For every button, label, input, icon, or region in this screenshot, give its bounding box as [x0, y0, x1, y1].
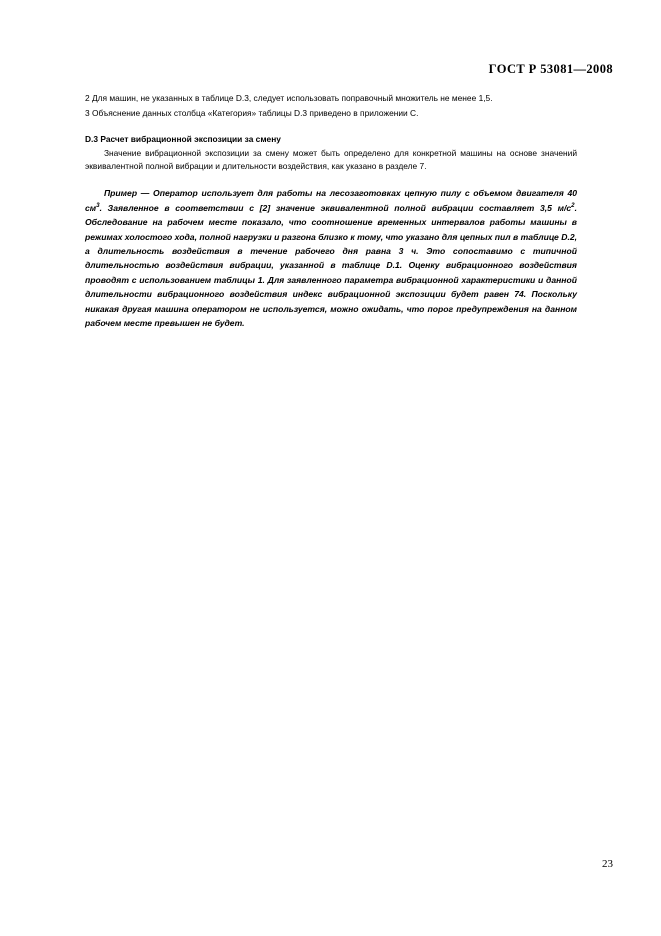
example-text-1: Оператор использует для работы на лесозаготовках цепную пилу с объемом двигателя 40 см — [85, 188, 578, 213]
note-item: 2 Для машин, не указанных в таблице D.3, следует использовать поправочный множитель не менее 1,5. — [85, 93, 493, 103]
example-superscript-1: 3 — [96, 201, 100, 209]
page-number: 23 — [602, 858, 613, 870]
example-paragraph — [85, 186, 577, 330]
example-superscript-2: 2 — [571, 201, 575, 209]
example-text-3: . Обследование на рабочем месте показало, что соотношение временных интервалов работы машины в режимах холостого хода, полной нагрузки и разгона близко к тому, что указано для цепных пил в таблице D.2, а длительность воздействия в течение рабочего дня равна 3 ч. Это сопоставимо с типичной длительностью воздействия вибрации, указанной в таблице D.1. Оценку вибрационного воздействия проводят с использованием таблицы 1. Для заявленного параметра вибрационной характеристики и данной длительности вибрационного воздействия индекс вибрационной экспозиции будет равен 74. Поскольку никакая другая машина оператором не используется, можно ожидать, что порог предупреждения на данном рабочем месте превышен не будет. — [85, 202, 577, 329]
section-heading: D.3 Расчет вибрационной экспозиции за смену — [85, 134, 281, 144]
page-content — [85, 92, 577, 339]
example-text-2: . Заявленное в соответствии с [2] значение эквивалентной полной вибрации составляет 3,5 м/с — [99, 202, 572, 213]
section-paragraph: Значение вибрационной экспозиции за смену может быть определено для конкретной машины на основе значений эквивалентной полной вибрации и длительности воздействия, как указано в разделе 7. — [85, 148, 577, 172]
page-header: ГОСТ Р 53081—2008 — [488, 62, 613, 76]
example-label: Пример — — [104, 188, 154, 199]
note-item: 3 Объяснение данных столбца «Категория» таблицы D.3 приведено в приложении С. — [85, 107, 419, 118]
